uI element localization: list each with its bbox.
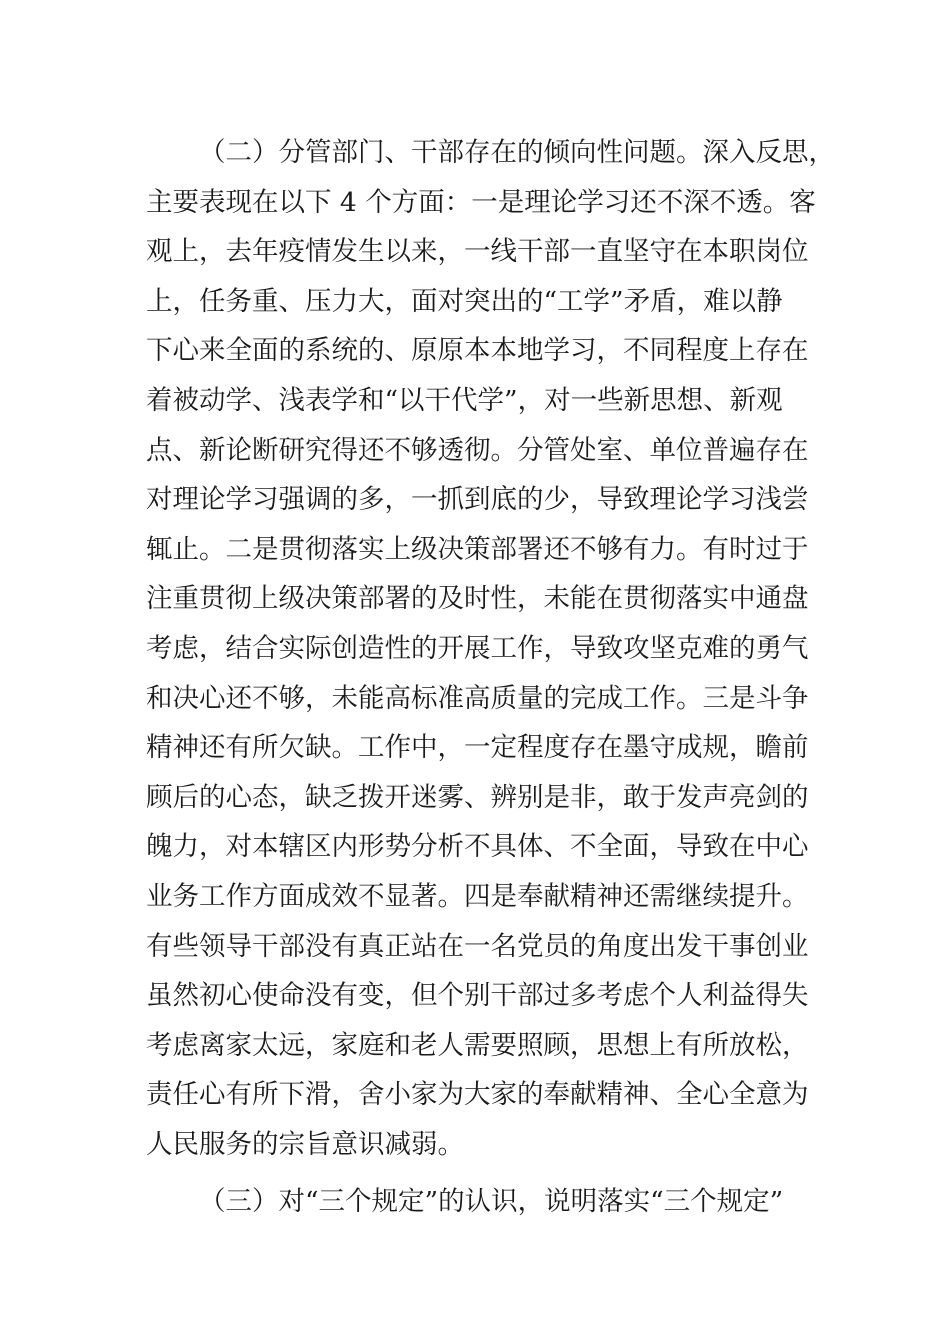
text-line: 虽然初心使命没有变，但个别干部过多考虑个人利益得失 <box>146 980 809 1012</box>
paragraph-tendency-issues <box>146 128 835 1169</box>
text-line: 主要表现在以下 4 个方面：一是理论学习还不深不透。客 <box>146 186 816 218</box>
text-line: 考虑，结合实际创造性的开展工作，导致攻坚克难的勇气 <box>146 632 809 664</box>
text-line: 人民服务的宗旨意识减弱。 <box>146 1128 464 1160</box>
paragraph-three-regulations <box>146 1177 816 1227</box>
text-line: 和决心还不够，未能高标准高质量的完成工作。三是斗争 <box>146 682 809 714</box>
text-line: 下心来全面的系统的、原原本本地学习，不同程度上存在 <box>146 335 809 367</box>
text-line: 顾后的心态，缺乏拨开迷雾、辨别是非，敢于发声亮剑的 <box>146 781 809 813</box>
text-line: 魄力，对本辖区内形势分析不具体、不全面，导致在中心 <box>146 831 809 863</box>
text-line: 上，任务重、压力大，面对突出的“工学”矛盾，难以静 <box>146 285 783 317</box>
document-body <box>146 128 835 1227</box>
text-line: 业务工作方面成效不显著。四是奉献精神还需继续提升。 <box>146 880 809 912</box>
paragraph-gap <box>146 1169 816 1177</box>
text-line: 着被动学、浅表学和“以干代学”，对一些新思想、新观 <box>146 384 783 416</box>
text-line: 对理论学习强调的多，一抓到底的少，导致理论学习浅尝 <box>146 484 809 516</box>
text-line: 考虑离家太远，家庭和老人需要照顾，思想上有所放松， <box>146 1029 809 1061</box>
text-line: 注重贯彻上级决策部署的及时性，未能在贯彻落实中通盘 <box>146 583 809 615</box>
text-line: 点、新论断研究得还不够透彻。分管处室、单位普遍存在 <box>146 434 809 466</box>
text-line: （二）分管部门、干部存在的倾向性问题。深入反思， <box>199 137 835 168</box>
text-line: 观上，去年疫情发生以来，一线干部一直坚守在本职岗位 <box>146 236 809 268</box>
text-line: （三）对“三个规定”的认识，说明落实“三个规定” <box>199 1186 784 1218</box>
text-line: 精神还有所欠缺。工作中，一定程度存在墨守成规，瞻前 <box>146 732 809 764</box>
text-line: 责任心有所下滑，舍小家为大家的奉献精神、全心全意为 <box>146 1079 809 1111</box>
text-line: 有些领导干部没有真正站在一名党员的角度出发干事创业 <box>146 930 809 962</box>
text-line: 辄止。二是贯彻落实上级决策部署还不够有力。有时过于 <box>146 533 809 565</box>
